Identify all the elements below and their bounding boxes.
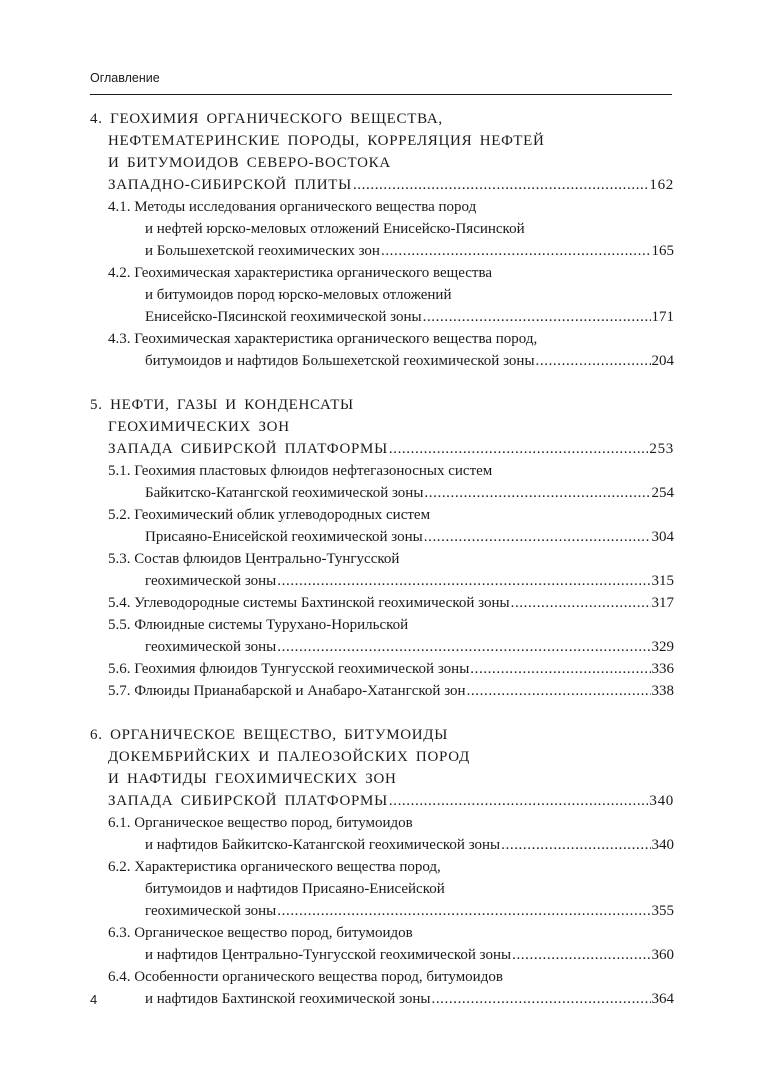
subsection-last-line xyxy=(108,570,674,592)
subsection-line: 6.2. Характеристика органического вещества пород, xyxy=(108,859,441,875)
subsection-line: 6.3. Органическое вещество пород, битумоидов xyxy=(108,925,413,941)
subsection-line: 4.1. Методы исследования органического вещества пород xyxy=(108,199,477,215)
subsection-line: 4.2. Геохимическая характеристика органического вещества xyxy=(108,265,493,281)
header-rule xyxy=(90,94,672,95)
dot-leader xyxy=(511,592,651,614)
subsection-title-text: и нафтидов Бахтинской геохимической зоны xyxy=(145,991,431,1007)
dot-leader xyxy=(381,240,651,262)
chapter-heading-line: И НАФТИДЫ ГЕОХИМИЧЕСКИХ ЗОН xyxy=(108,771,397,787)
toc-subsection xyxy=(90,328,674,372)
chapter-heading-last-line xyxy=(90,438,674,460)
subsection-last-line xyxy=(108,900,674,922)
chapter-title-text: ЗАПАДА СИБИРСКОЙ ПЛАТФОРМЫ xyxy=(108,441,388,457)
subsection-last-line xyxy=(108,944,674,966)
subsection-last-line xyxy=(108,658,674,680)
subsection-title-text: и Большехетской геохимических зон xyxy=(145,243,380,259)
page-number: 4 xyxy=(90,992,98,1007)
toc-subsection xyxy=(90,262,674,328)
subsection-page-number: 254 xyxy=(651,485,674,501)
chapter-page-number: 340 xyxy=(649,793,674,809)
dot-leader xyxy=(536,350,651,372)
subsection-title-text: и нафтидов Центрально-Тунгусской геохимической зоны xyxy=(145,947,512,963)
subsection-page-number: 304 xyxy=(651,529,674,545)
chapter-heading-last-line xyxy=(90,174,674,196)
dot-leader xyxy=(467,680,651,702)
subsection-title-text: 5.7. Флюиды Прианабарской и Анабаро-Хатангской зон xyxy=(108,683,466,699)
subsection-last-line xyxy=(108,680,674,702)
chapter-heading-line: И БИТУМОИДОВ СЕВЕРО-ВОСТОКА xyxy=(108,155,391,171)
chapter-heading-line: 4. ГЕОХИМИЯ ОРГАНИЧЕСКОГО ВЕЩЕСТВА, xyxy=(90,111,443,127)
toc-subsection xyxy=(90,592,674,614)
subsection-line: 4.3. Геохимическая характеристика органического вещества пород, xyxy=(108,331,538,347)
dot-leader xyxy=(501,834,650,856)
chapter-heading-last-line xyxy=(90,790,674,812)
subsection-page-number: 360 xyxy=(651,947,674,963)
subsection-title-text: геохимической зоны xyxy=(145,903,277,919)
chapter-heading-line: ГЕОХИМИЧЕСКИХ ЗОН xyxy=(108,419,290,435)
subsection-page-number: 171 xyxy=(651,309,674,325)
subsection-page-number: 355 xyxy=(651,903,674,919)
subsection-page-number: 329 xyxy=(651,639,674,655)
chapter-heading-line: 6. ОРГАНИЧЕСКОЕ ВЕЩЕСТВО, БИТУМОИДЫ xyxy=(90,727,449,743)
dot-leader xyxy=(423,306,651,328)
subsection-title-text: Присаяно-Енисейской геохимической зоны xyxy=(145,529,423,545)
chapter-title-text: ЗАПАДА СИБИРСКОЙ ПЛАТФОРМЫ xyxy=(108,793,388,809)
dot-leader xyxy=(512,944,650,966)
subsection-last-line xyxy=(108,988,674,1010)
toc-subsection xyxy=(90,812,674,856)
subsection-line: 5.3. Состав флюидов Центрально-Тунгусской xyxy=(108,551,400,567)
toc-subsection xyxy=(90,680,674,702)
toc-subsection xyxy=(90,966,674,1010)
subsection-title-text: геохимической зоны xyxy=(145,573,277,589)
subsection-last-line xyxy=(108,482,674,504)
subsection-page-number: 165 xyxy=(651,243,674,259)
toc-subsection xyxy=(90,504,674,548)
subsection-title-text: геохимической зоны xyxy=(145,639,277,655)
toc-chapter-4 xyxy=(90,108,674,372)
toc-subsection xyxy=(90,658,674,680)
subsection-page-number: 364 xyxy=(651,991,674,1007)
subsection-line: и битумоидов пород юрско-меловых отложений xyxy=(145,287,452,303)
running-title: Оглавление xyxy=(90,71,160,85)
dot-leader xyxy=(389,790,649,812)
toc-subsection xyxy=(90,856,674,922)
subsection-title-text: 5.4. Углеводородные системы Бахтинской геохимической зоны xyxy=(108,595,510,611)
toc-subsection xyxy=(90,548,674,592)
subsection-last-line xyxy=(108,592,674,614)
subsection-line: битумоидов и нафтидов Присаяно-Енисейской xyxy=(145,881,445,897)
subsection-line: и нефтей юрско-меловых отложений Енисейско-Пясинской xyxy=(145,221,525,237)
subsection-last-line xyxy=(108,240,674,262)
chapter-heading-line: ДОКЕМБРИЙСКИХ И ПАЛЕОЗОЙСКИХ ПОРОД xyxy=(108,749,470,765)
chapter-title-text: ЗАПАДНО-СИБИРСКОЙ ПЛИТЫ xyxy=(108,177,352,193)
chapter-page-number: 253 xyxy=(649,441,674,457)
dot-leader xyxy=(277,570,650,592)
subsection-title-text: Енисейско-Пясинской геохимической зоны xyxy=(145,309,422,325)
toc-subsection xyxy=(90,460,674,504)
subsection-line: 6.1. Органическое вещество пород, битумоидов xyxy=(108,815,413,831)
dot-leader xyxy=(277,900,650,922)
dot-leader xyxy=(470,658,650,680)
subsection-line: 5.1. Геохимия пластовых флюидов нефтегазоносных систем xyxy=(108,463,493,479)
subsection-last-line xyxy=(108,306,674,328)
subsection-line: 5.2. Геохимический облик углеводородных систем xyxy=(108,507,431,523)
dot-leader xyxy=(424,526,651,548)
subsection-line: 6.4. Особенности органического вещества пород, битумоидов xyxy=(108,969,503,985)
chapter-page-number: 162 xyxy=(649,177,674,193)
subsection-title-text: Байкитско-Катангской геохимической зоны xyxy=(145,485,424,501)
subsection-title-text: битумоидов и нафтидов Большехетской геохимической зоны xyxy=(145,353,535,369)
dot-leader xyxy=(424,482,650,504)
dot-leader xyxy=(389,438,649,460)
subsection-last-line xyxy=(108,526,674,548)
dot-leader xyxy=(431,988,650,1010)
toc-chapter-5 xyxy=(90,394,674,702)
subsection-last-line xyxy=(108,834,674,856)
subsection-last-line xyxy=(108,350,674,372)
chapter-heading-line: НЕФТЕМАТЕРИНСКИЕ ПОРОДЫ, КОРРЕЛЯЦИЯ НЕФТЕЙ xyxy=(108,133,545,149)
subsection-page-number: 340 xyxy=(651,837,674,853)
subsection-last-line xyxy=(108,636,674,658)
subsection-page-number: 338 xyxy=(651,683,674,699)
dot-leader xyxy=(353,174,648,196)
subsection-page-number: 317 xyxy=(651,595,674,611)
subsection-page-number: 336 xyxy=(651,661,674,677)
dot-leader xyxy=(277,636,650,658)
toc-chapter-6 xyxy=(90,724,674,1010)
subsection-line: 5.5. Флюидные системы Турухано-Норильской xyxy=(108,617,409,633)
subsection-page-number: 315 xyxy=(651,573,674,589)
subsection-title-text: и нафтидов Байкитско-Катангской геохимической зоны xyxy=(145,837,501,853)
table-of-contents xyxy=(90,108,674,1032)
toc-subsection xyxy=(90,922,674,966)
subsection-page-number: 204 xyxy=(651,353,674,369)
toc-subsection xyxy=(90,614,674,658)
chapter-heading-line: 5. НЕФТИ, ГАЗЫ И КОНДЕНСАТЫ xyxy=(90,397,354,413)
subsection-title-text: 5.6. Геохимия флюидов Тунгусской геохимической зоны xyxy=(108,661,470,677)
toc-subsection xyxy=(90,196,674,262)
